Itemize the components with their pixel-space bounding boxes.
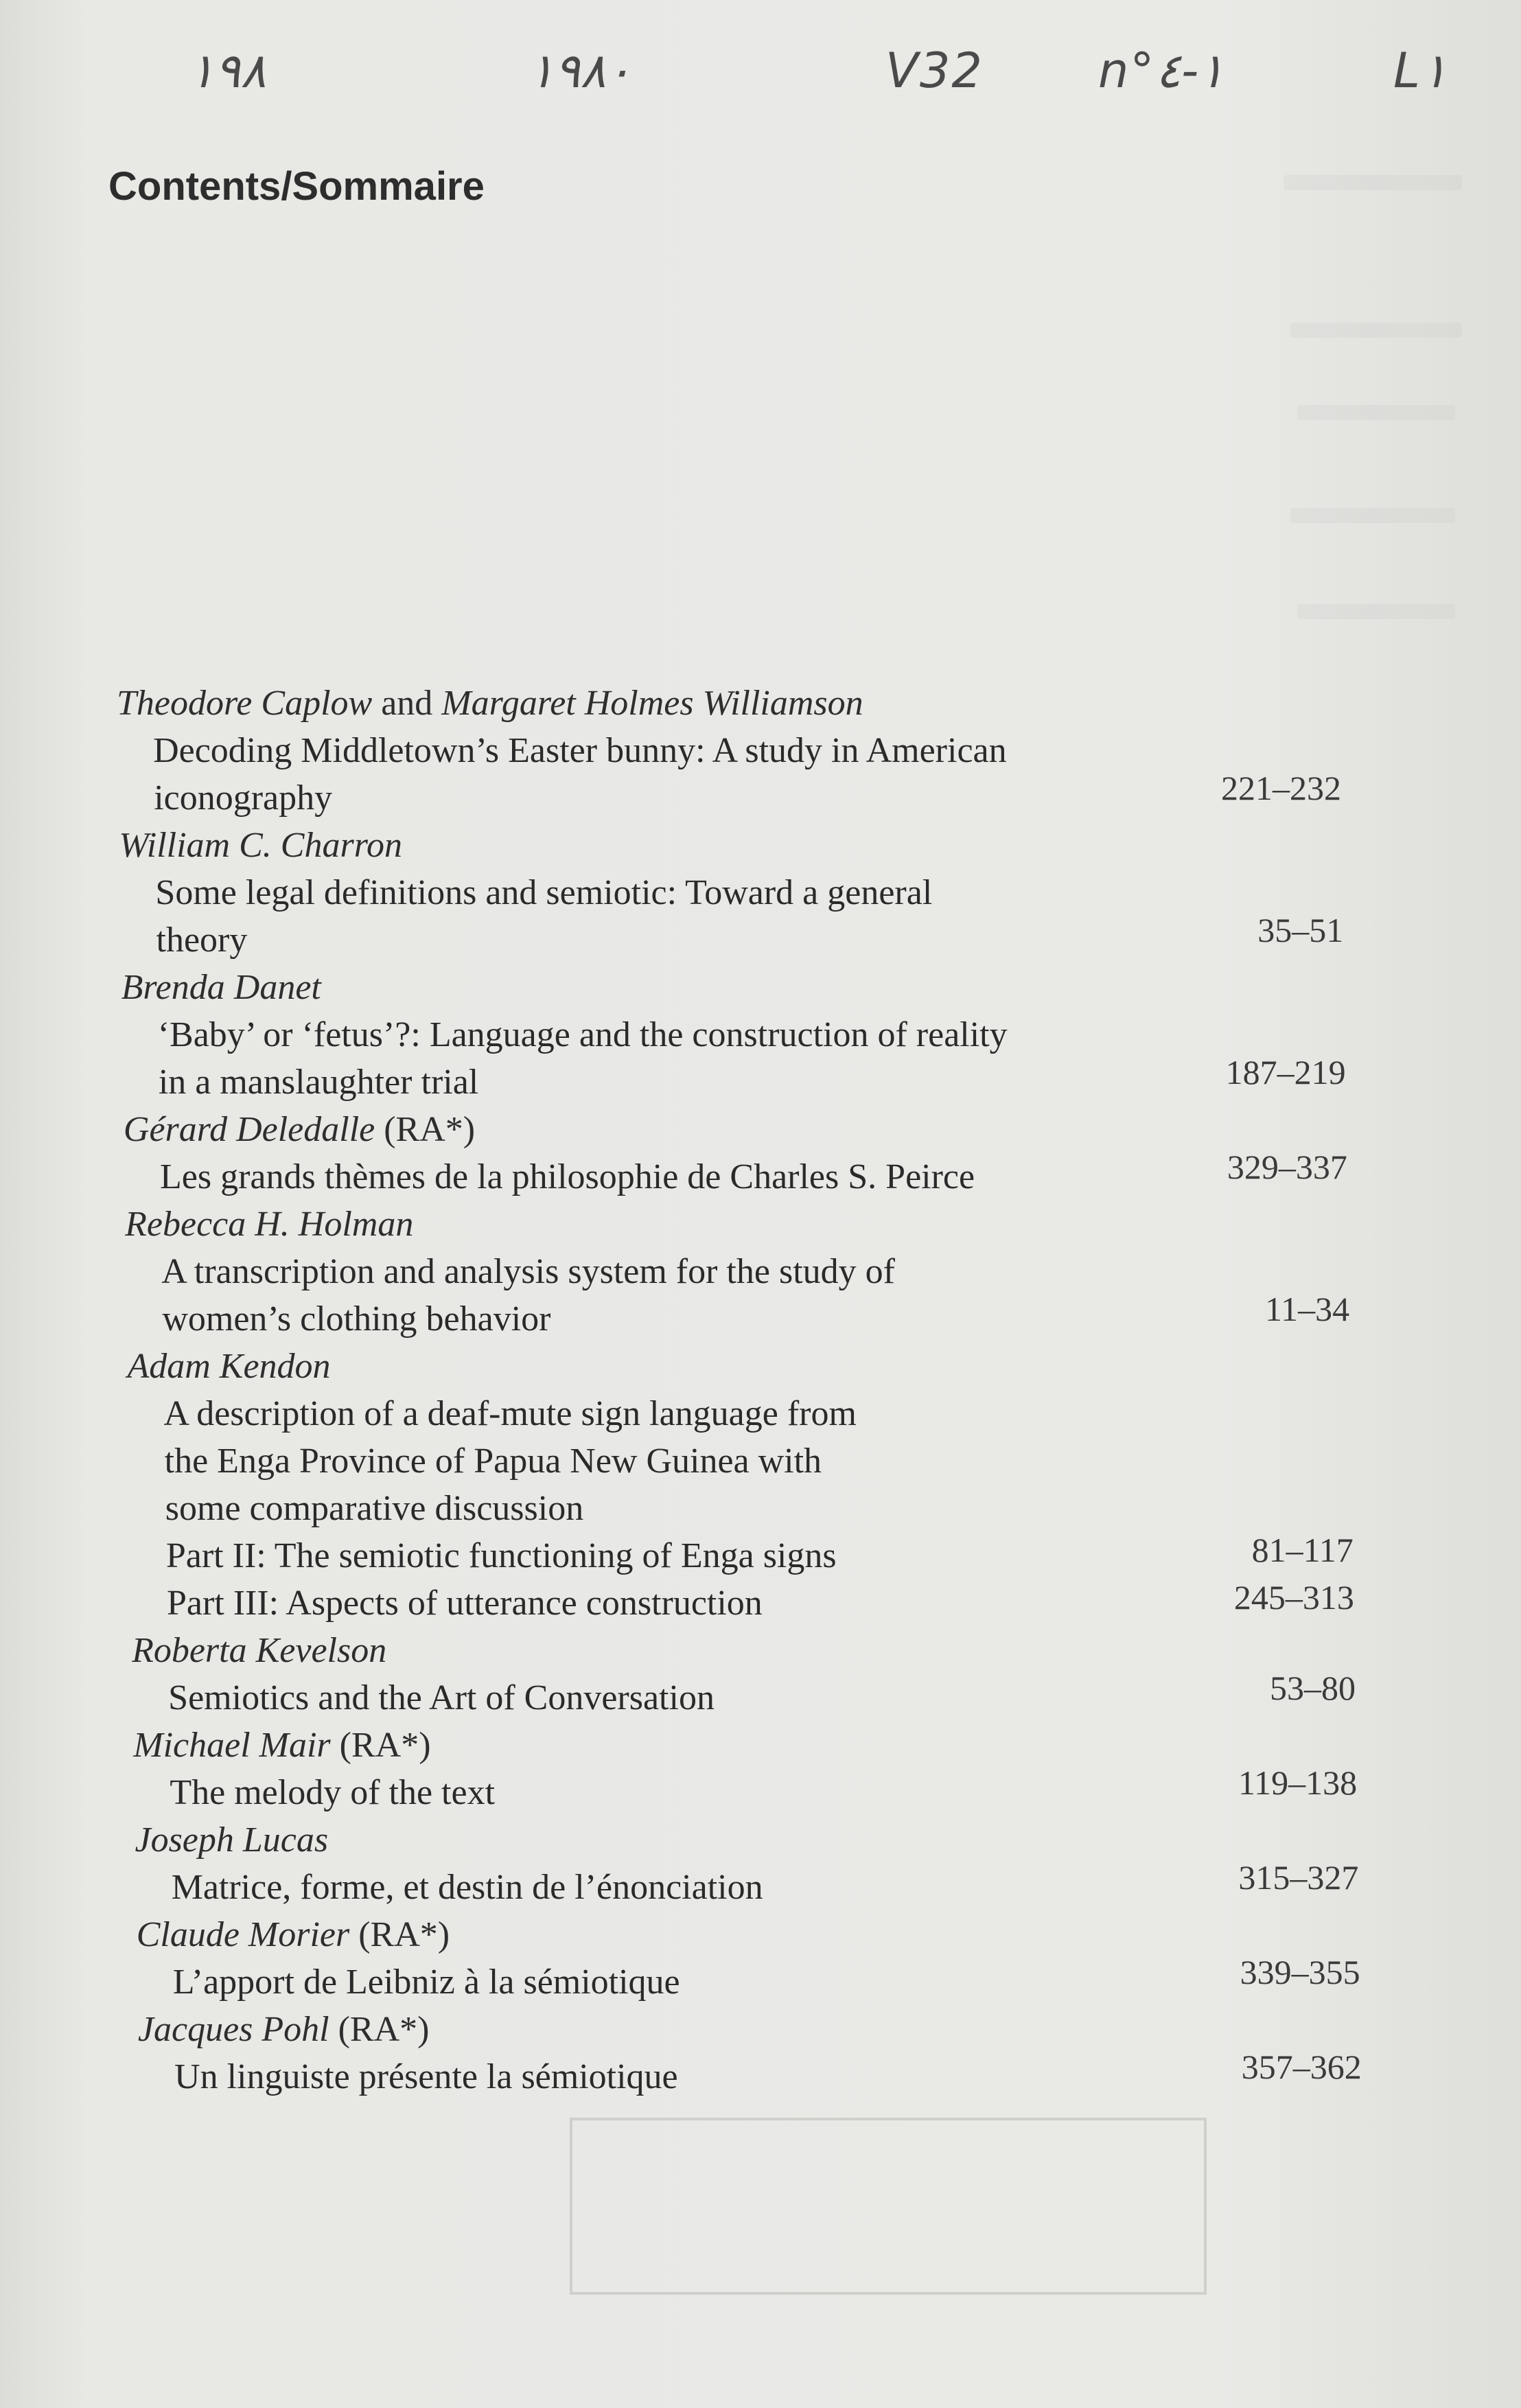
- page-range: 53–80: [1269, 1669, 1356, 1707]
- faint-stamp: [570, 2118, 1207, 2295]
- article-title-line: A description of a deaf-mute sign language from: [163, 1394, 857, 1433]
- article-title-line: some comparative discussion: [165, 1489, 584, 1528]
- bleed-through-mark: [1290, 508, 1455, 523]
- author-line: [125, 1204, 413, 1244]
- bleed-through-mark: [1297, 604, 1455, 619]
- bleed-through-mark: [1297, 405, 1455, 420]
- article-title-line: Decoding Middletown’s Easter bunny: A study in American: [153, 731, 1007, 770]
- author-line: [121, 967, 321, 1008]
- author-name: William C. Charron: [119, 826, 402, 865]
- author-name: Michael Mair: [133, 1726, 331, 1765]
- author-name: Adam Kendon: [127, 1347, 331, 1386]
- page-range: 329–337: [1227, 1148, 1347, 1186]
- handwritten-number: ١٩٨: [189, 43, 266, 99]
- article-title-line: iconography: [154, 778, 333, 818]
- author-name: Rebecca H. Holman: [125, 1205, 414, 1244]
- article-title-line: theory: [156, 921, 248, 960]
- article-title-line: ‘Baby’ or ‘fetus’?: Language and the construction of reality: [157, 1015, 1008, 1054]
- author-name: Jacques Pohl: [137, 2010, 329, 2049]
- author-role: (RA*): [349, 1915, 450, 1954]
- article-title-line: The melody of the text: [170, 1773, 496, 1812]
- author-line: [127, 1346, 330, 1387]
- author-role: (RA*): [329, 2010, 430, 2049]
- article-title-line: L’apport de Leibniz à la sémiotique: [172, 1963, 680, 2002]
- author-line: [132, 1630, 386, 1671]
- article-title-line: Matrice, forme, et destin de l’énonciation: [171, 1868, 763, 1907]
- author-line: [117, 683, 863, 723]
- bleed-through-mark: [1290, 323, 1462, 338]
- author-name: Joseph Lucas: [135, 1820, 329, 1860]
- article-title-line: Un linguiste présente la sémiotique: [174, 2057, 678, 2096]
- author-role: (RA*): [330, 1726, 431, 1765]
- author-role: (RA*): [375, 1110, 476, 1149]
- author-line: [133, 1725, 430, 1766]
- article-title-line: Some legal definitions and semiotic: Toward a general: [155, 873, 933, 912]
- article-title-line: Part III: Aspects of utterance construction: [166, 1584, 763, 1623]
- bleed-through-mark: [1284, 175, 1462, 190]
- article-title-line: women’s clothing behavior: [162, 1299, 551, 1339]
- article-title-line: A transcription and analysis system for the study of: [161, 1252, 895, 1291]
- author-name: Roberta Kevelson: [132, 1631, 387, 1670]
- author-line: [119, 825, 402, 866]
- page-range: 221–232: [1220, 769, 1341, 807]
- article-title-line: Part II: The semiotic functioning of Enga signs: [165, 1536, 837, 1575]
- author-name: Margaret Holmes Williamson: [441, 684, 863, 723]
- page-range: 81–117: [1251, 1531, 1354, 1569]
- author-name: Claude Morier: [136, 1915, 350, 1954]
- page-range: 187–219: [1225, 1053, 1346, 1091]
- author-line: [138, 2009, 430, 2050]
- handwritten-issue: n°١-٤: [1098, 43, 1224, 99]
- author-name: Brenda Danet: [121, 968, 321, 1007]
- page-range: 357–362: [1241, 2048, 1362, 2086]
- author-name: Theodore Caplow: [117, 684, 373, 723]
- handwritten-mark: L١: [1393, 43, 1448, 99]
- page-range: 245–313: [1233, 1578, 1354, 1617]
- page-range: 35–51: [1257, 911, 1344, 949]
- page-title: Contents/Sommaire: [108, 164, 485, 209]
- article-title-line: the Enga Province of Papua New Guinea with: [164, 1442, 822, 1481]
- page-range: 119–138: [1238, 1763, 1358, 1802]
- author-connector: and: [372, 684, 442, 723]
- page-range: 11–34: [1264, 1290, 1350, 1328]
- article-title-line: Les grands thèmes de la philosophie de Charles S. Peirce: [160, 1157, 975, 1196]
- author-line: [124, 1109, 475, 1150]
- page-range: 339–355: [1240, 1953, 1360, 1991]
- author-line: [137, 1914, 450, 1955]
- author-line: [135, 1820, 328, 1860]
- handwritten-year: ١٩٨٠: [529, 43, 632, 99]
- author-name: Gérard Deledalle: [123, 1110, 375, 1149]
- handwritten-volume: V32: [885, 43, 984, 99]
- article-title-line: Semiotics and the Art of Conversation: [168, 1678, 715, 1717]
- page-range: 315–327: [1238, 1858, 1359, 1897]
- article-title-line: in a manslaughter trial: [158, 1063, 479, 1102]
